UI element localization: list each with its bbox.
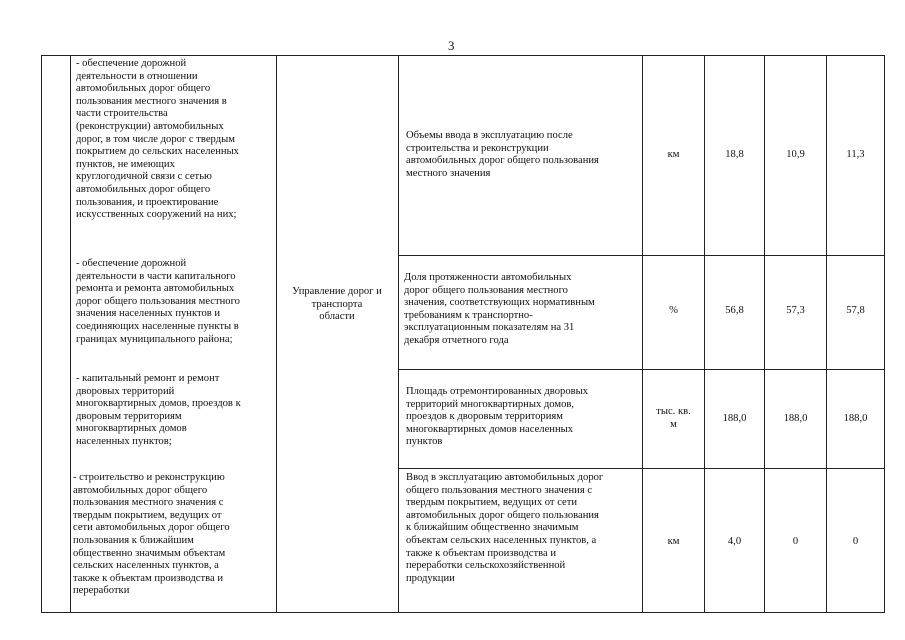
value-cell: 4,0 (727, 536, 742, 547)
indicator-text: Площадь отремонтированных дворовых территорий многоквартирных домов, проездов к дворовым территориям многоквартирных домов населенных пунктов (406, 386, 589, 448)
column-divider (826, 55, 827, 613)
activity-text: - капитальный ремонт и ремонт дворовых территорий многоквартирных домов, проездов к дворовым территориям многоквартирных домов населенных пунктов; (76, 373, 241, 447)
column-divider (642, 55, 643, 613)
table-border-left (41, 55, 42, 613)
column-divider (704, 55, 705, 613)
table-border-bottom (41, 612, 885, 613)
value-cell: 188,0 (843, 413, 868, 424)
activity-text: - обеспечение дорожной деятельности в части капитального ремонта и ремонта автомобильных дорог общего пользования местного значения населенных пунктов и соединяющих населенные пункты в границах муниципального района; (76, 258, 240, 345)
activity-text: - строительство и реконструкцию автомобильных дорог общего пользования местного значения с твердым покрытием, ведущих от сети автомобильных дорог общего пользования к ближайшим общественно значимым объектам сельских населенных пунктов, а также к объектам производства и переработки (73, 472, 230, 597)
table-border-top (41, 55, 885, 56)
department-name: Управление дорог и транспорта области (292, 286, 382, 323)
row-divider (398, 369, 885, 370)
value-cell: 10,9 (786, 149, 805, 160)
row-divider (398, 468, 885, 469)
indicator-text: Ввод в эксплуатацию автомобильных дорог общего пользования местного значения с твердым покрытием, ведущих от сети автомобильных дорог общего пользования к ближайшим общественно значимым объектам сельских населенных пунктов, а также к объектам производства и переработки сельскохозяйственной продукции (406, 472, 604, 584)
table-border-right (884, 55, 885, 613)
column-divider (764, 55, 765, 613)
value-cell: 18,8 (725, 149, 744, 160)
column-divider (398, 55, 399, 613)
indicator-text: Объемы ввода в эксплуатацию после строительства и реконструкции автомобильных дорог общего пользования местного значения (406, 130, 599, 179)
row-divider (398, 255, 885, 256)
value-cell: 56,8 (725, 305, 744, 316)
column-divider (70, 55, 71, 613)
value-cell: 188,0 (722, 413, 747, 424)
unit-cell: % (669, 305, 678, 316)
page-number: 3 (448, 38, 455, 53)
value-cell: 57,3 (786, 305, 805, 316)
indicator-text: Доля протяженности автомобильных дорог общего пользования местного значения, соответствующих нормативным требованиям к транспортно- эксплуатационным показателям на 31 декабря отчетного года (404, 272, 595, 346)
activity-text: - обеспечение дорожной деятельности в отношении автомобильных дорог общего пользования местного значения в части строительства (реконструкции) автомобильных дорог, в том числе дорог с твердым покрытием до сельских населенных пунктов, не имеющих круглогодичной связи с сетью автомобильных дорог общего пользования, и проектирование искусственных сооружений на них; (76, 58, 239, 221)
value-cell: 188,0 (783, 413, 808, 424)
value-cell: 57,8 (846, 305, 865, 316)
unit-cell: км (667, 149, 680, 160)
unit-cell: км (667, 536, 680, 547)
unit-cell: тыс. кв. м (656, 406, 691, 430)
value-cell: 11,3 (846, 149, 865, 160)
value-cell: 0 (852, 536, 859, 547)
column-divider (276, 55, 277, 613)
value-cell: 0 (792, 536, 799, 547)
